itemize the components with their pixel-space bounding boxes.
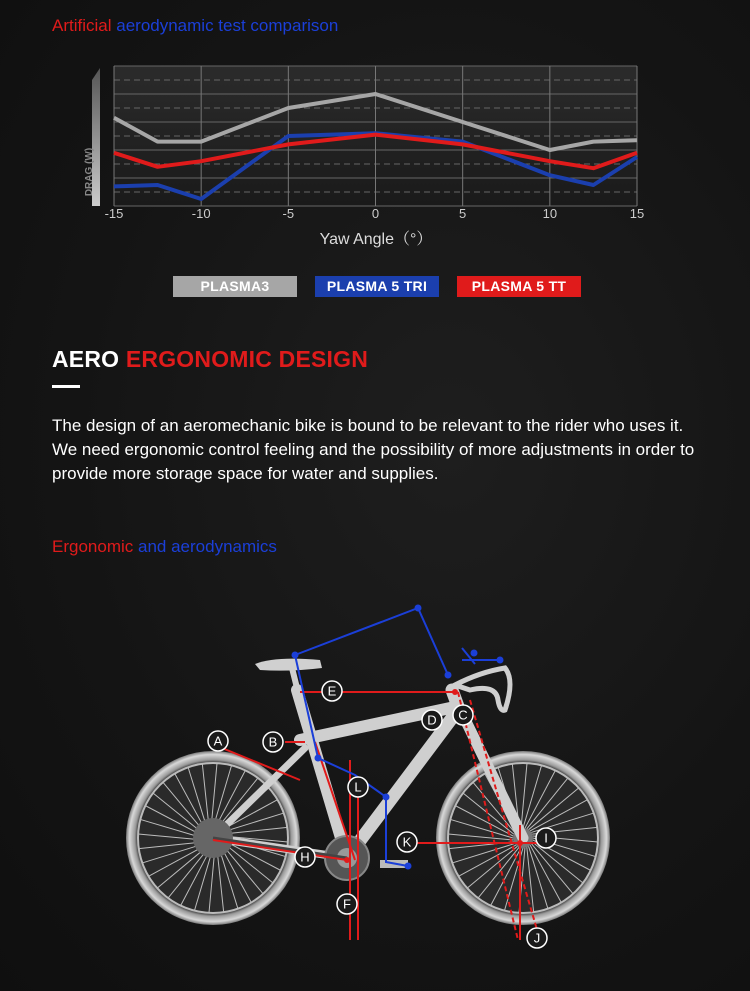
heading-white: AERO: [52, 346, 120, 372]
label-h: H: [300, 849, 310, 865]
x-tick-label: 0: [371, 206, 380, 221]
label-k: K: [402, 834, 412, 850]
label-e: E: [327, 683, 337, 699]
label-f: F: [343, 896, 351, 912]
chart-title-part1: Artificial: [52, 16, 112, 35]
x-tick-label: 15: [629, 206, 645, 221]
y-axis-label: DRAG (W): [84, 147, 95, 197]
x-tick-label: -15: [104, 206, 124, 221]
ergo-title-part1: Ergonomic: [52, 537, 134, 556]
ergo-title-part2: and aerodynamics: [138, 537, 277, 556]
body-paragraph: The design of an aeromechanic bike is bound to be relevant to the rider who uses it. We need ergonomic control feeling and the possibility of more adjustments in order to provide more storage space for water and supplies.: [52, 416, 695, 483]
x-tick-label: 10: [542, 206, 558, 221]
heading-red: ERGONOMIC DESIGN: [125, 346, 369, 372]
legend-plasma5-tri: PLASMA 5 TRI: [315, 276, 439, 297]
x-tick-label: -10: [191, 206, 211, 221]
legend-plasma3: PLASMA3: [173, 276, 297, 297]
label-l: L: [354, 779, 362, 795]
label-j: J: [533, 930, 541, 946]
label-b: B: [268, 734, 278, 750]
legend-plasma5-tt: PLASMA 5 TT: [457, 276, 581, 297]
x-tick-label: -5: [282, 206, 295, 221]
label-a: A: [213, 733, 223, 749]
chart-title-part2: aerodynamic test comparison: [116, 16, 339, 35]
saddle: [255, 659, 322, 671]
label-d: D: [427, 712, 437, 728]
label-i: I: [544, 830, 548, 846]
x-tick-label: 5: [459, 206, 467, 221]
x-axis-label: Yaw Angle（°）: [319, 231, 433, 248]
label-c: C: [458, 707, 468, 723]
